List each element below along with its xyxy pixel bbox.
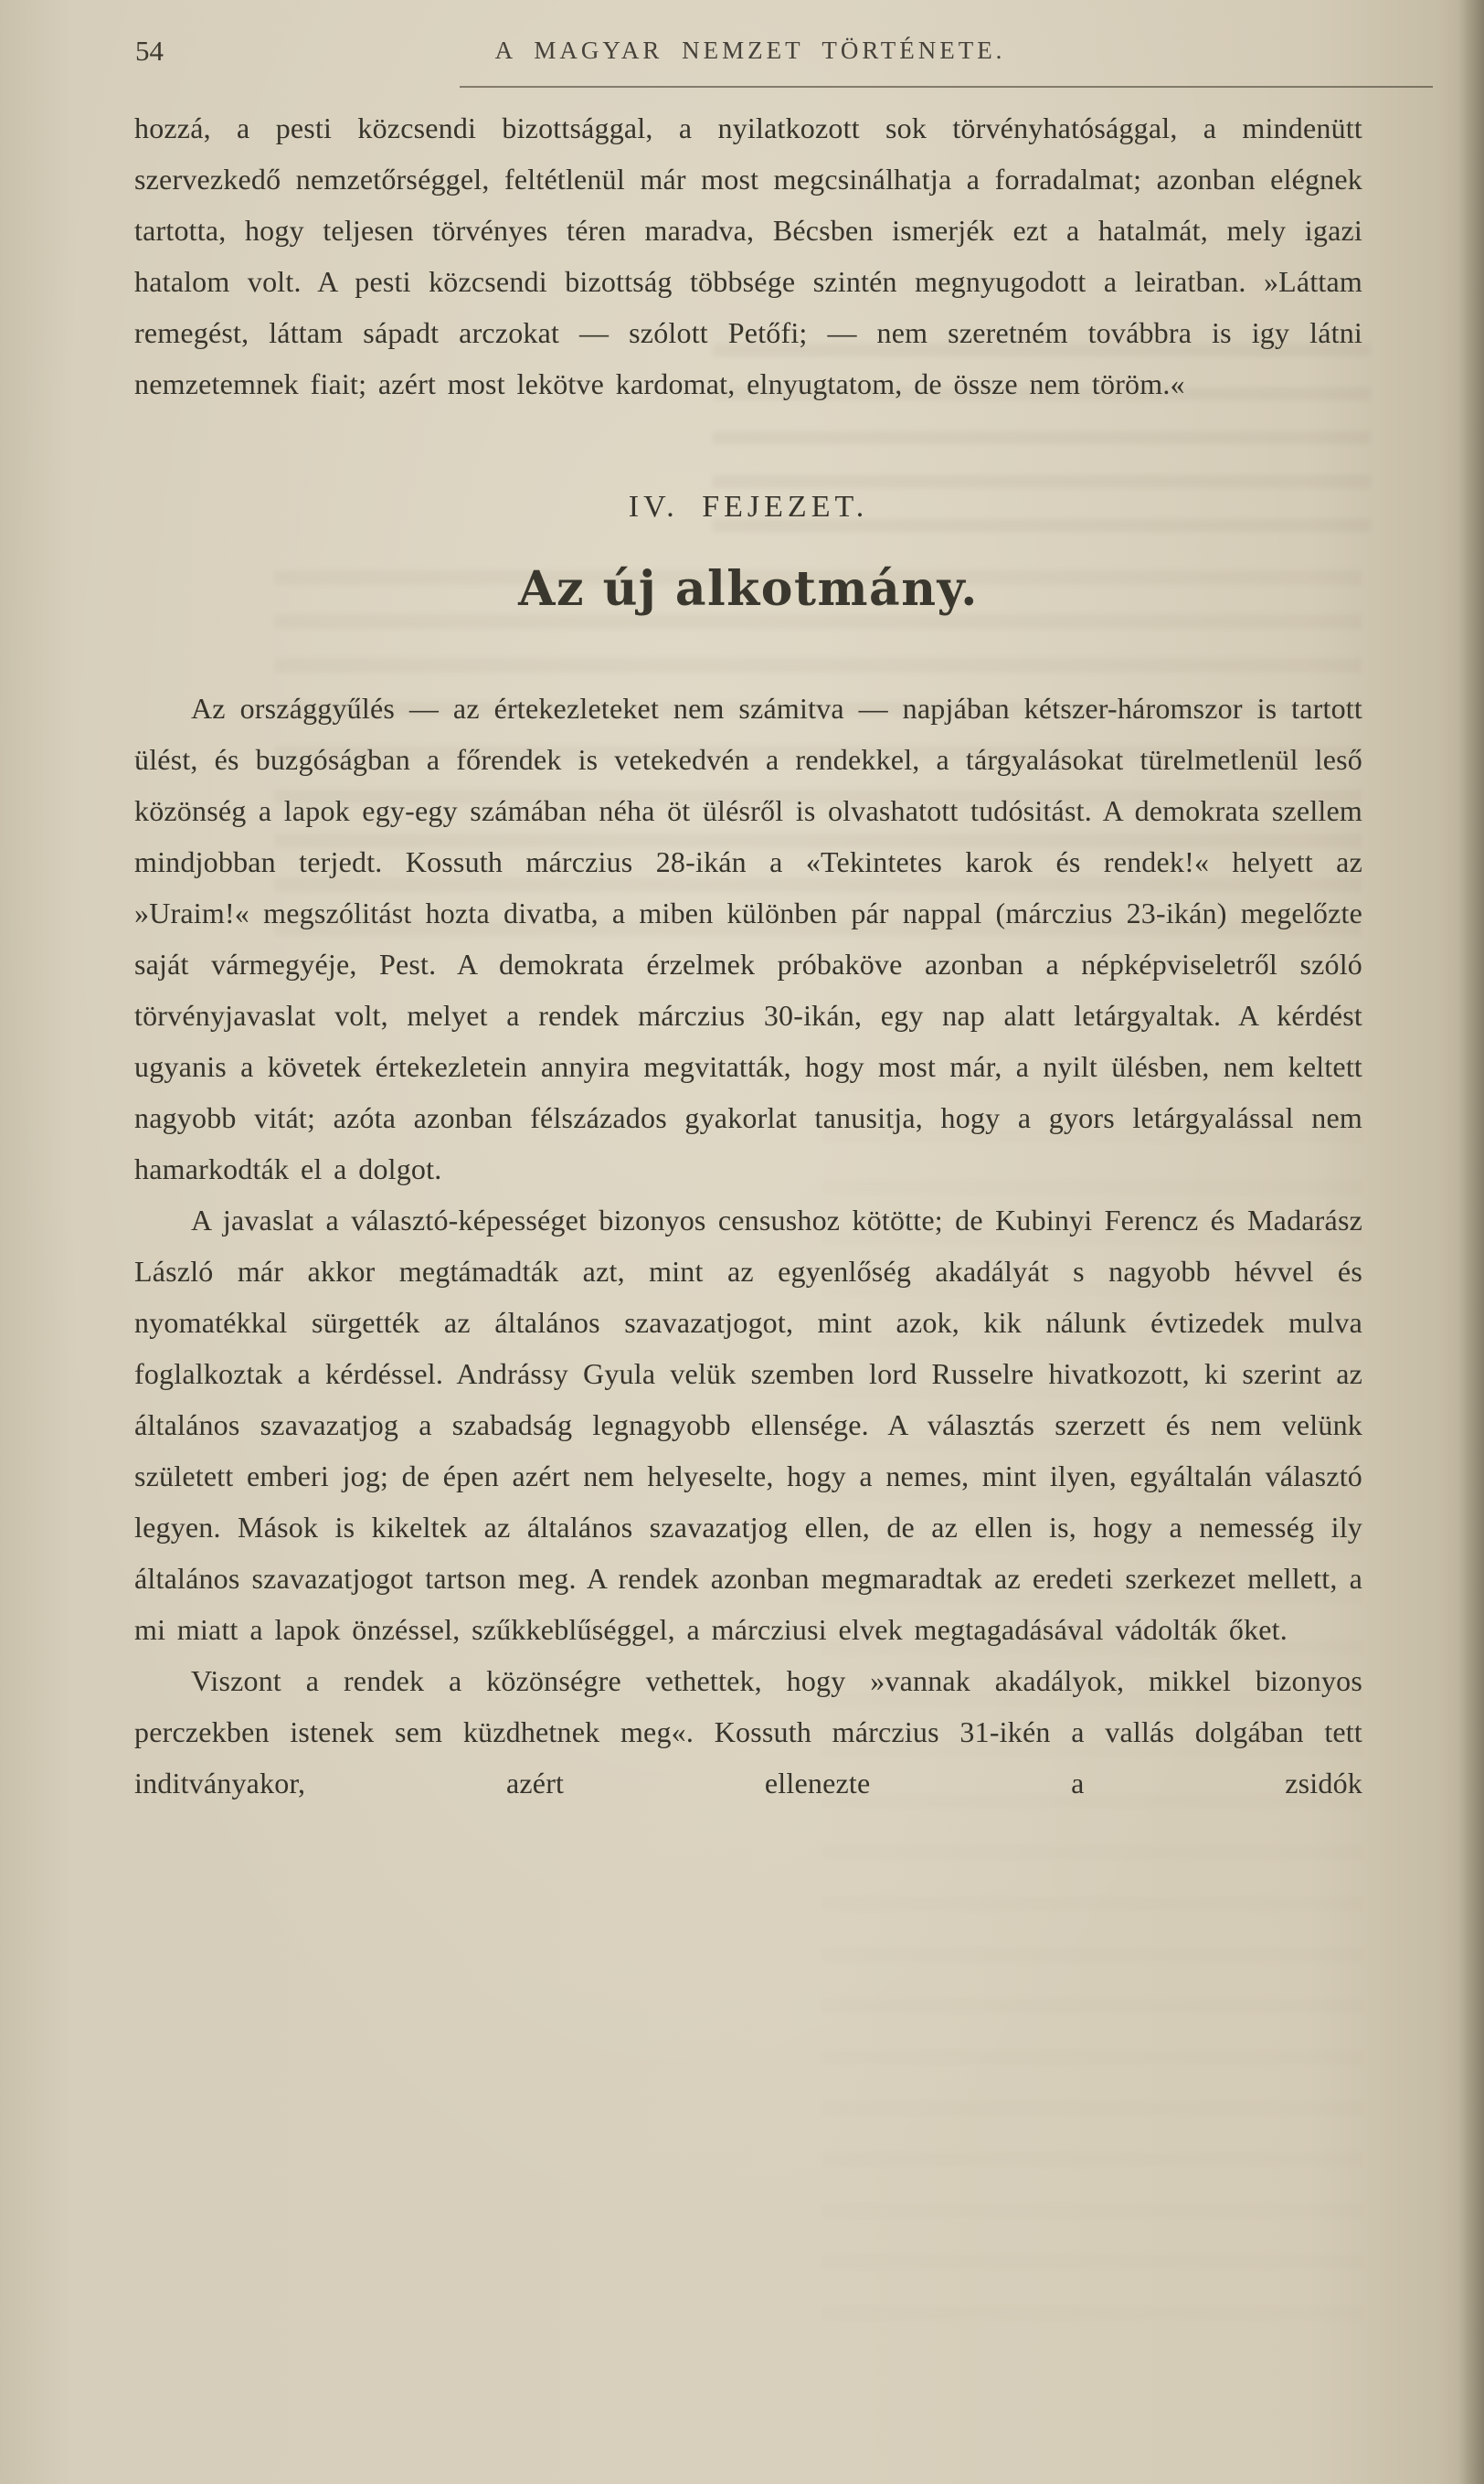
text-block (134, 102, 1362, 1809)
header-rule (460, 86, 1433, 88)
page-header (135, 33, 1365, 73)
paragraph: A javaslat a választó-képességet bizonyos censushoz kötötte; de Kubinyi Ferencz és Madarász László már akkor megtámadták azt, mint az egyenlőség akadályát s nagyobb hévvel és nyomatékkal sürgették az általános szavazatjogot, mint azok, kik nálunk évtizedek mulva foglalkoztak a kérdéssel. Andrássy Gyula velük szemben lord Russelre hivatkozott, ki szerint az általános szavazatjog a szabadság legnagyobb ellensége. A választás szerzett és nem velünk született emberi jog; de épen azért nem helyeselte, hogy a nemes, mint ilyen, egyáltalán választó legyen. Mások is kikeltek az általános szavazatjog ellen, de az ellen is, hogy a nemesség ily általános szavazatjogot tartson meg. A rendek azonban megmaradtak az eredeti szerkezet mellett, a mi miatt a lapok önzéssel, szűkkeblűséggel, a márcziusi elvek megtagadásával vádolták őket. (134, 1204, 1362, 1646)
chapter-heading-block (134, 490, 1362, 617)
running-title: A MAGYAR NEMZET TÖRTÉNETE. (494, 37, 1006, 64)
chapter-number: IV. FEJEZET. (628, 490, 869, 524)
paragraph-continues-next-page: Viszont a rendek a közönségre vethettek, hogy »vannak akadályok, mikkel bizonyos perczekben istenek sem küzdhetnek meg«. Kossuth márczius 31-ikén a vallás dolgában tett inditványakor, azért ellenezte a zsidók (134, 1664, 1362, 1799)
paragraph-continued-from-previous-page: hozzá, a pesti közcsendi bizottsággal, a nyilatkozott sok törvényhatósággal, a mindenütt szervezkedő nemzetőrséggel, feltétlenül már most megcsinálhatja a forradalmat; azonban elégnek tartotta, hogy teljesen törvényes téren maradva, Bécsben ismerjék ezt a hatalmát, mely igazi hatalom volt. A pesti közcsendi bizottság többsége szintén megnyugodott a leiratban. »Láttam remegést, láttam sápadt arczokat — szólott Petőfi; — nem szeretném továbbra is igy látni nemzetemnek fiait; azért most lekötve kardomat, elnyugtatom, de össze nem töröm.« (134, 111, 1362, 400)
page-number: 54 (135, 35, 164, 67)
paragraph: Az országgyűlés — az értekezleteket nem számitva — napjában kétszer-háromszor is tartott ülést, és buzgóságban a főrendek is vetekedvén a rendekkel, a tárgyalásokat türelmetlenül leső közönség a lapok egy-egy számában néha öt ülésről is olvashatott tudósitást. A demokrata szellem mindjobban terjedt. Kossuth márczius 28-ikán a «Tekintetes karok és rendek!« helyett az »Uraim!« megszólitást hozta divatba, a miben különben pár nappal (márczius 23-ikán) megelőzte saját vármegyéje, Pest. A demokrata érzelmek próbaköve azonban a népképviseletről szóló törvényjavaslat volt, melyet a rendek márczius 30-ikán, egy nap alatt letárgyaltak. A kérdést ugyanis a követek értekezletein annyira megvitatták, hogy most már, a nyilt ülésben, nem keltett nagyobb vitát; azóta azonban félszázados gyakorlat tanusitja, hogy a gyors letárgyalással nem hamarkodták el a dolgot. (134, 692, 1362, 1185)
page-edge-shadow (1458, 0, 1484, 2484)
chapter-title: Az új alkotmány. (518, 561, 979, 617)
